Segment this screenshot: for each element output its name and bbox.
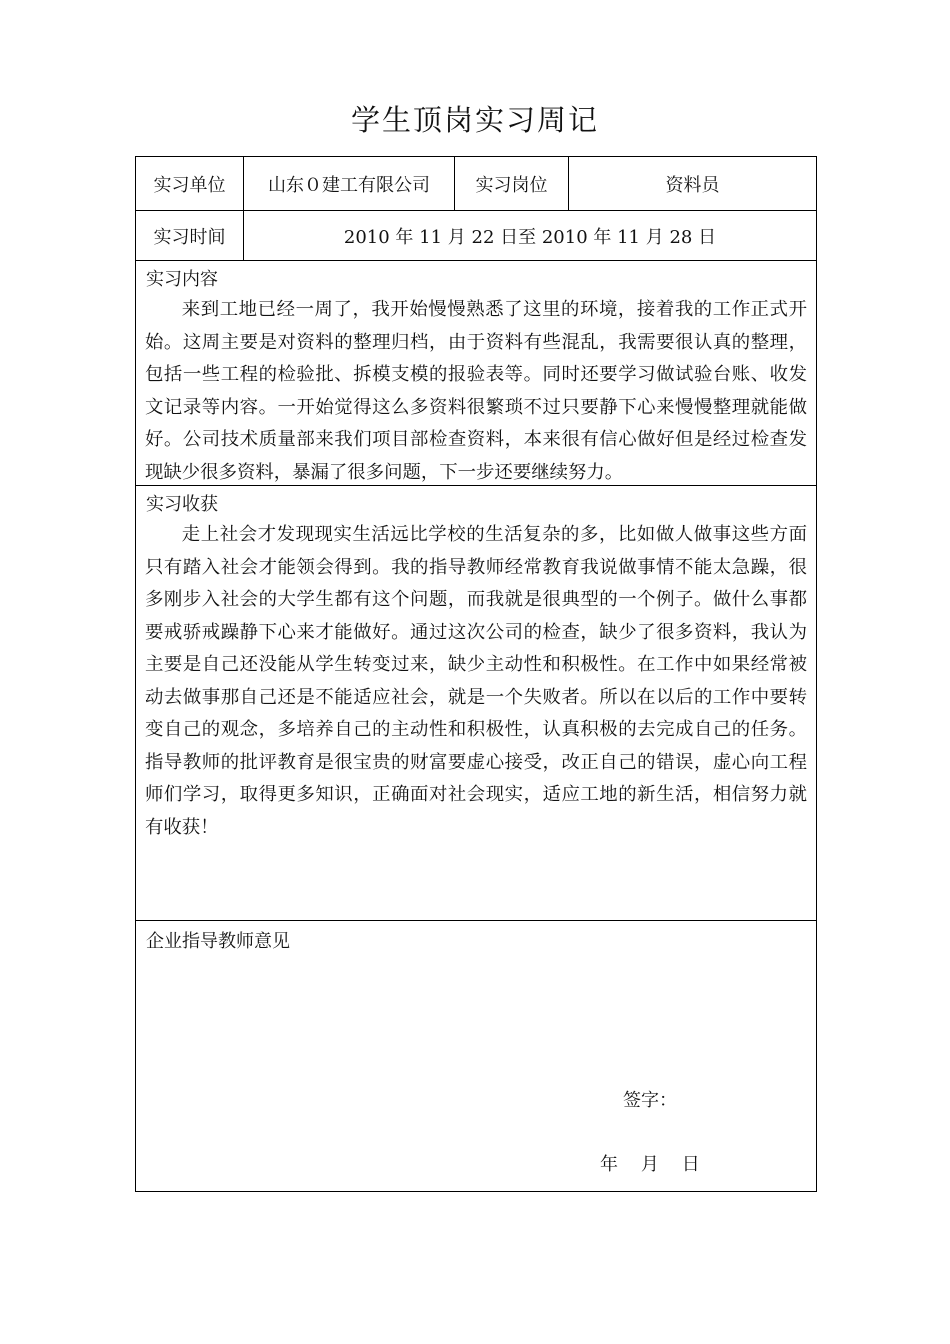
internship-unit-value: 山东０建工有限公司 <box>268 174 430 196</box>
internship-gains-text: 走上社会才发现现实生活远比学校的生活复杂的多，比如做人做事这些方面只有踏入社会才能领会得到。我的指导教师经常教育我说做事情不能太急躁，很多刚步入社会的大学生都有这个问题，而我就是很典型的一个例子。做什么事都要戒骄戒躁静下心来才能做好。通过这次公司的检查，缺少了很多资料，我认为主要是自己还没能从学生转变过来，缺少主动性和积极性。在工作中如果经常被动去做事那自己还是不能适应社会，就是一个失败者。所以在以后的工作中要转变自己的观念，多培养自己的主动性和积极性，认真积极的去完成自己的任务。指导教师的批评教育是很宝贵的财富要虚心接受，改正自己的错误，虚心向工程师们学习，取得更多知识，正确面对社会现实，适应工地的新生活，相信努力就有收获！ <box>145 524 807 838</box>
internship-gains-label: 实习收获 <box>146 494 218 515</box>
internship-time-label: 实习时间 <box>153 226 226 248</box>
date-label: 年 月 日 <box>600 1154 700 1175</box>
supervisor-opinion-label: 企业指导教师意见 <box>146 931 290 952</box>
internship-post-label: 实习岗位 <box>475 174 548 196</box>
row-divider-4 <box>136 920 816 921</box>
internship-content-label: 实习内容 <box>146 269 218 290</box>
page-title: 学生顶岗实习周记 <box>350 103 599 137</box>
signature-label: 签字： <box>623 1090 677 1111</box>
row-divider-2 <box>136 260 816 261</box>
internship-unit-label: 实习单位 <box>153 174 226 196</box>
weekly-journal-form <box>135 156 817 1192</box>
internship-time-value: 2010 年 11 月 22 日至 2010 年 11 月 28 日 <box>343 226 717 248</box>
internship-content-text: 来到工地已经一周了，我开始慢慢熟悉了这里的环境，接着我的工作正式开始。这周主要是对资料的整理归档，由于资料有些混乱，我需要很认真的整理，包括一些工程的检验批、拆模支模的报验表等。同时还要学习做试验台账、收发文记录等内容。一开始觉得这么多资料很繁琐不过只要静下心来慢慢整理就能做好。公司技术质量部来我们项目部检查资料，本来很有信心做好但是经过检查发现缺少很多资料，暴漏了很多问题，下一步还要继续努力。 <box>145 299 807 483</box>
internship-post-value: 资料员 <box>665 174 720 196</box>
